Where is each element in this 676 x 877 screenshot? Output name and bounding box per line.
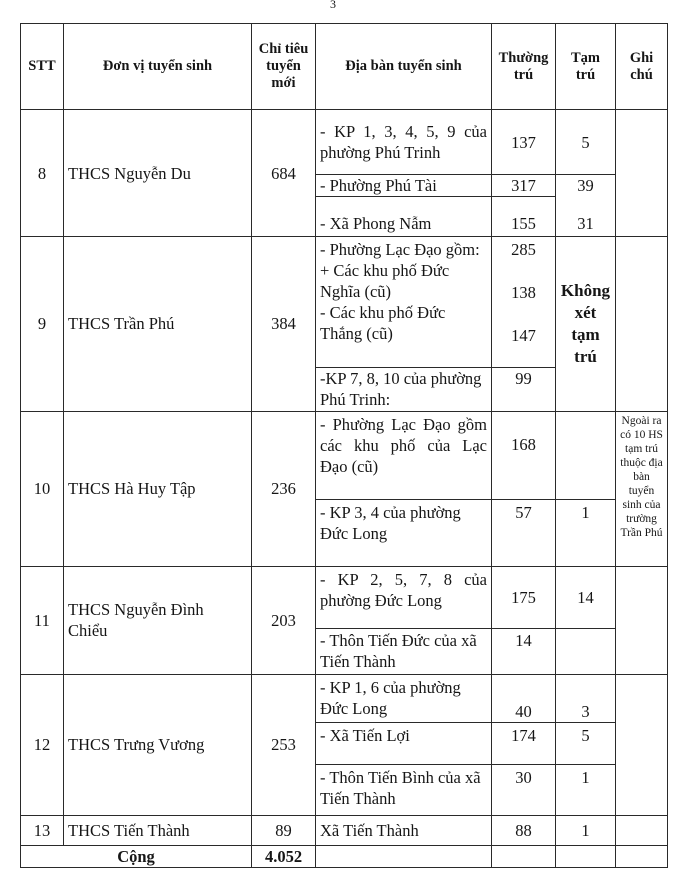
permanent-value: 147 (511, 325, 536, 345)
note-cell (616, 236, 668, 411)
permanent-cell: 40 (492, 675, 556, 723)
permanent-cell: 155 (492, 196, 556, 236)
table-row (21, 815, 668, 845)
note-cell (616, 566, 668, 675)
permanent-value: 138 (511, 282, 536, 302)
total-row (21, 845, 668, 867)
header-permanent: Thường trú (492, 24, 556, 110)
stt-cell: 13 (21, 815, 64, 845)
area-line: - Phường Lạc Đạo gồm: (320, 239, 480, 259)
permanent-cell: 137 (492, 110, 556, 174)
temporary-cell: 3 (556, 675, 616, 723)
area-cell: - Xã Phong Nẫm (316, 196, 492, 236)
area-cell: - Thôn Tiến Đức của xã Tiến Thành (316, 628, 492, 674)
header-area: Địa bàn tuyển sinh (316, 24, 492, 110)
temporary-cell: 39 (556, 174, 616, 196)
quota-cell: 236 (252, 411, 316, 566)
temporary-cell: 1 (556, 765, 616, 815)
permanent-cell: 57 (492, 500, 556, 566)
total-empty (556, 845, 616, 867)
enrollment-table (20, 23, 668, 868)
area-cell: - Thôn Tiến Bình của xã Tiến Thành (316, 765, 492, 815)
total-empty (316, 845, 492, 867)
temporary-cell: 14 (556, 566, 616, 628)
header-unit: Đơn vị tuyển sinh (64, 24, 252, 110)
quota-cell: 89 (252, 815, 316, 845)
quota-cell: 384 (252, 236, 316, 411)
temporary-cell (556, 628, 616, 674)
table-row (21, 675, 668, 723)
header-temporary: Tạm trú (556, 24, 616, 110)
permanent-cell: 99 (492, 367, 556, 411)
area-cell: - KP 2, 5, 7, 8 của phường Đức Long (316, 566, 492, 628)
stt-cell: 11 (21, 566, 64, 675)
temporary-note: Không xét tạm trú (556, 236, 616, 411)
permanent-cell: 88 (492, 815, 556, 845)
temporary-cell: 1 (556, 815, 616, 845)
quota-cell: 253 (252, 675, 316, 816)
note-cell (616, 675, 668, 816)
permanent-value: 285 (511, 239, 536, 259)
header-note: Ghi chú (616, 24, 668, 110)
permanent-cell (492, 236, 556, 367)
permanent-cell: 317 (492, 174, 556, 196)
school-name: THCS Trưng Vương (64, 675, 252, 816)
total-quota: 4.052 (252, 845, 316, 867)
table-row (21, 236, 668, 367)
temporary-cell: 5 (556, 110, 616, 174)
area-cell: Xã Tiến Thành (316, 815, 492, 845)
table-row (21, 411, 668, 499)
permanent-cell: 14 (492, 628, 556, 674)
school-name: THCS Nguyễn Du (64, 110, 252, 237)
permanent-cell: 174 (492, 723, 556, 765)
header-row (21, 24, 668, 110)
area-cell: - Xã Tiến Lợi (316, 723, 492, 765)
permanent-cell: 168 (492, 411, 556, 499)
header-quota: Chỉ tiêu tuyển mới (252, 24, 316, 110)
school-name: THCS Tiến Thành (64, 815, 252, 845)
permanent-cell: 175 (492, 566, 556, 628)
page-number: 3 (330, 0, 336, 11)
temporary-cell: 5 (556, 723, 616, 765)
stt-cell: 12 (21, 675, 64, 816)
temporary-cell: 31 (556, 196, 616, 236)
stt-cell: 10 (21, 411, 64, 566)
school-name: THCS Trần Phú (64, 236, 252, 411)
temporary-cell: 1 (556, 500, 616, 566)
temporary-cell (556, 411, 616, 499)
area-cell (316, 236, 492, 367)
total-label: Cộng (21, 845, 252, 867)
quota-cell: 684 (252, 110, 316, 237)
area-cell: - Phường Phú Tài (316, 174, 492, 196)
note-cell (616, 815, 668, 845)
total-empty (616, 845, 668, 867)
school-name: THCS Nguyễn Đình Chiểu (64, 566, 252, 675)
stt-cell: 9 (21, 236, 64, 411)
total-empty (492, 845, 556, 867)
table-row (21, 566, 668, 628)
note-cell (616, 110, 668, 237)
area-cell: - Phường Lạc Đạo gồm các khu phố của Lạc Đạo (cũ) (316, 411, 492, 499)
permanent-cell: 30 (492, 765, 556, 815)
school-name: THCS Hà Huy Tập (64, 411, 252, 566)
header-stt: STT (21, 24, 64, 110)
quota-cell: 203 (252, 566, 316, 675)
area-line: + Các khu phố Đức Nghĩa (cũ) (320, 260, 450, 301)
area-cell: -KP 7, 8, 10 của phường Phú Trinh: (316, 367, 492, 411)
area-line: - Các khu phố Đức Thắng (cũ) (320, 302, 446, 343)
note-cell: Ngoài ra có 10 HS tạm trú thuộc địa bàn tuyển sinh của trường Trần Phú (616, 411, 668, 566)
table-row (21, 110, 668, 174)
area-cell: - KP 3, 4 của phường Đức Long (316, 500, 492, 566)
area-cell: - KP 1, 6 của phường Đức Long (316, 675, 492, 723)
stt-cell: 8 (21, 110, 64, 237)
area-cell: - KP 1, 3, 4, 5, 9 của phường Phú Trinh (316, 110, 492, 174)
